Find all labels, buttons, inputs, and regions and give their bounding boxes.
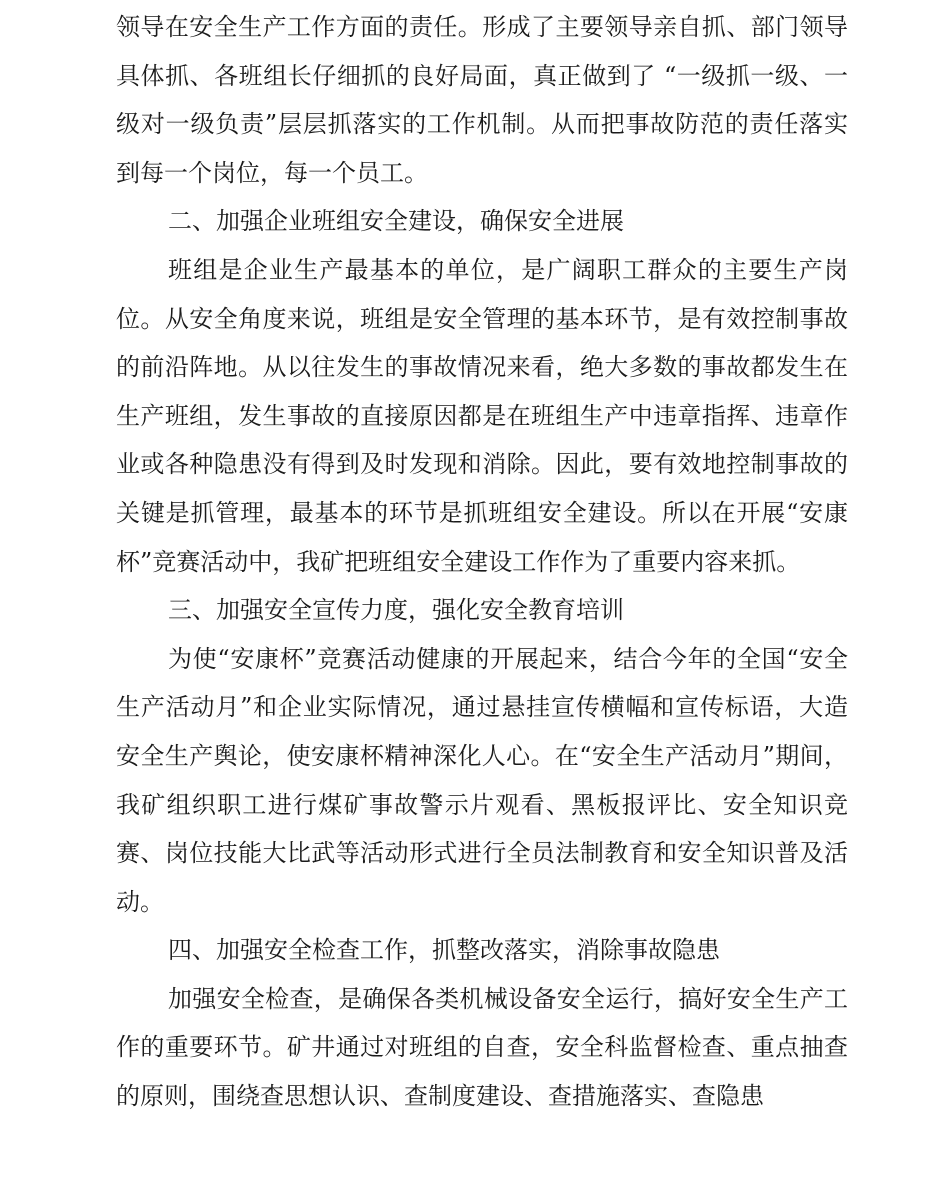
document-body	[116, 3, 848, 1121]
paragraph-safety-inspection: 加强安全检查，是确保各类机械设备安全运行，搞好安全生产工作的重要环节。矿井通过对班组的自查，安全科监督检查、重点抽查的原则，围绕查思想认识、查制度建设、查措施落实、查隐患	[116, 984, 848, 1111]
paragraph-responsibility: 领导在安全生产工作方面的责任。形成了主要领导亲自抓、部门领导具体抓、各班组长仔细抓的良好局面，真正做到了 “一级抓一级、一级对一级负责”层层抓落实的工作机制。从而把事故防范的责任落实到每一个岗位，每一个员工。	[116, 13, 848, 187]
section-heading-3: 三、加强安全宣传力度，强化安全教育培训	[168, 596, 624, 625]
paragraph-team-safety: 班组是企业生产最基本的单位，是广阔职工群众的主要生产岗位。从安全角度来说，班组是安全管理的基本环节，是有效控制事故的前沿阵地。从以往发生的事故情况来看，绝大多数的事故都发生在生产班组，发生事故的直接原因都是在班组生产中违章指挥、违章作业或各种隐患没有得到及时发现和消除。因此，要有效地控制事故的关键是抓管理，最基本的环节是抓班组安全建设。所以在开展“安康杯”竞赛活动中，我矿把班组安全建设工作作为了重要内容来抓。	[116, 255, 848, 576]
section-heading-2: 二、加强企业班组安全建设，确保安全进展	[168, 207, 624, 236]
paragraph-safety-publicity: 为使“安康杯”竞赛活动健康的开展起来，结合今年的全国“安全生产活动月”和企业实际情况，通过悬挂宣传横幅和宣传标语，大造安全生产舆论，使安康杯精神深化人心。在“安全生产活动月”期间，我矿组织职工进行煤矿事故警示片观看、黑板报评比、安全知识竞赛、岗位技能大比武等活动形式进行全员法制教育和安全知识普及活动。	[116, 644, 848, 916]
section-heading-4: 四、加强安全检查工作，抓整改落实，消除事故隐患	[168, 936, 720, 965]
